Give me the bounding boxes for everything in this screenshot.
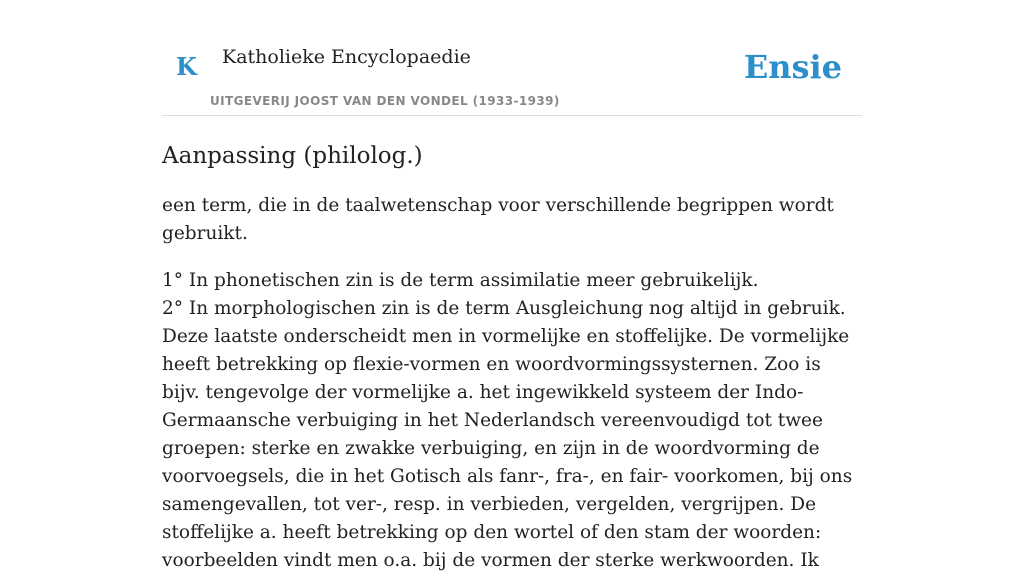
- encyclopedia-logo-icon[interactable]: K: [176, 52, 197, 81]
- article-intro: een term, die in de taalwetenschap voor verschillende begrippen wordt gebruikt.: [162, 194, 834, 244]
- article-title: Aanpassing (philolog.): [162, 143, 423, 169]
- article-point-1: 1° In phonetischen zin is de term assimilatie meer gebruikelijk.: [162, 269, 759, 291]
- encyclopedia-title-link[interactable]: Katholieke Encyclopaedie: [222, 46, 471, 68]
- article-point-2: 2° In morphologischen zin is de term Ausgleichung nog altijd in gebruik. Deze laatste onderscheidt men in vormelijke en stoffelijke. De vormelijke heeft betrekking op flexie-vormen en woordvormingssysternen. Zoo is bijv. tengevolge der vormelijke a. het ingewikkeld systeem der Indo-Germaansche verbuiging in het Nederlandsch vereenvoudigd tot twee groepen: sterke en zwakke verbuiging, en zijn in de woordvorming de voorvoegsels, die in het Gotisch als fanr-, fra-, en fair- voorkomen, bij ons samengevallen, tot ver-, resp. in verbieden, vergelden, vergrijpen. De stoffelijke a. heeft betrekking op den wortel of den stam der woorden: voorbeelden vindt men o.a. bij de vormen der sterke werkwoorden. Ik: [162, 297, 853, 571]
- site-header: [162, 0, 862, 116]
- page-container: [162, 0, 862, 575]
- publisher-label: UITGEVERIJ JOOST VAN DEN VONDEL (1933-1939): [210, 94, 560, 108]
- article-body: [162, 267, 862, 575]
- ensie-brand-logo[interactable]: Ensie: [743, 48, 842, 86]
